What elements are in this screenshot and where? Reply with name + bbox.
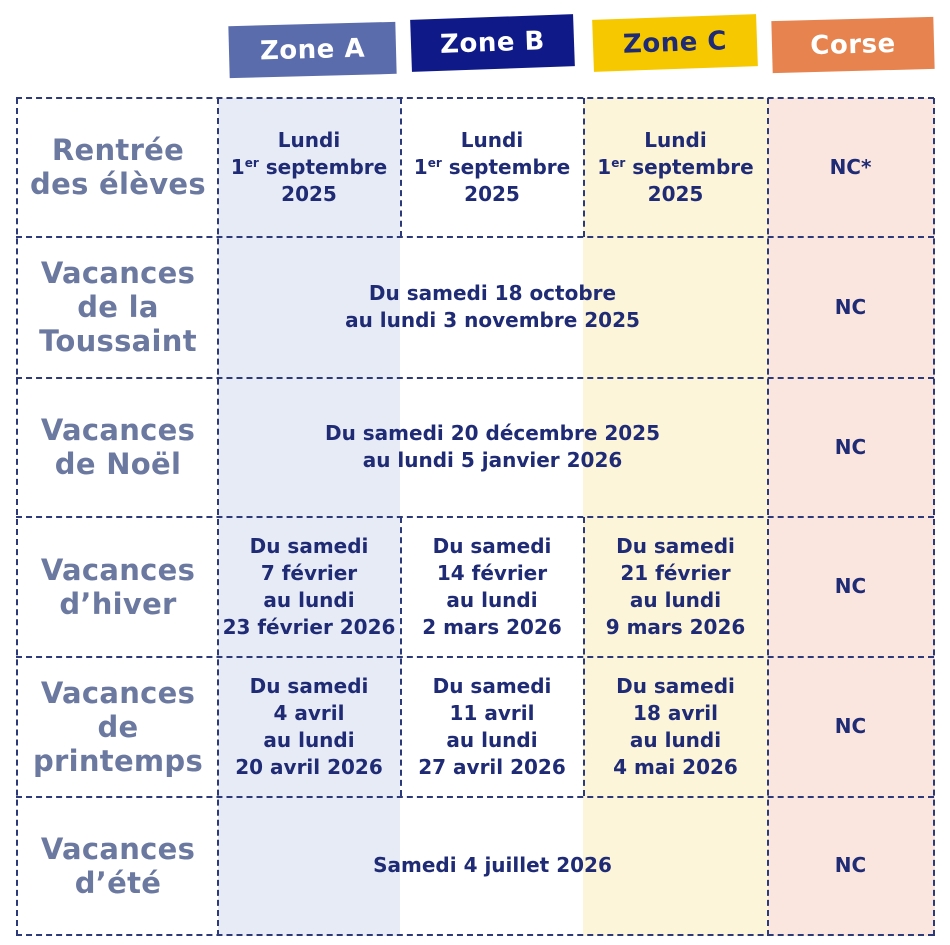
grid-line [933, 98, 935, 936]
noel-all-zones-cell: Du samedi 20 décembre 2025 au lundi 5 janvier 2026 [324, 421, 661, 472]
row-label-ete: Vacances d’été [40, 831, 196, 900]
hiver-corse-cell: NC [834, 574, 867, 598]
rentree-zone-a-cell: Lundi 1er septembre 2025 [230, 127, 388, 206]
row-label-printemps: Vacances de printemps [32, 675, 204, 778]
hiver-zone-b-cell: Du samedi 14 février au lundi 2 mars 2026 [422, 533, 562, 639]
ete-corse-cell: NC [834, 853, 867, 877]
header-zone-b: Zone B [410, 14, 575, 72]
grid-line [16, 934, 934, 936]
ete-all-zones-cell: Samedi 4 juillet 2026 [373, 853, 612, 877]
hiver-zone-c-cell: Du samedi 21 février au lundi 9 mars 2026 [605, 533, 746, 639]
rentree-zone-c-cell: Lundi 1er septembre 2025 [597, 127, 754, 206]
row-label-toussaint: Vacances de la Toussaint [39, 256, 197, 358]
row-label-rentree: Rentrée des élèves [30, 133, 206, 201]
toussaint-all-zones-cell: Du samedi 18 octobre au lundi 3 novembre 2025 [345, 281, 640, 332]
printemps-zone-b-cell: Du samedi 11 avril au lundi 27 avril 2026 [418, 673, 566, 779]
rentree-zone-b-cell: Lundi 1er septembre 2025 [413, 127, 571, 206]
rentree-corse-cell: NC* [829, 154, 872, 179]
row-label-hiver: Vacances d’hiver [40, 552, 196, 621]
printemps-zone-a-cell: Du samedi 4 avril au lundi 20 avril 2026 [235, 673, 383, 779]
noel-corse-cell: NC [834, 434, 867, 459]
printemps-zone-c-cell: Du samedi 18 avril au lundi 4 mai 2026 [613, 673, 738, 779]
header-zone-a: Zone A [228, 22, 396, 78]
header-zone-c: Zone C [592, 14, 758, 72]
header-corse: Corse [771, 17, 934, 73]
hiver-zone-a-cell: Du samedi 7 février au lundi 23 février 2026 [222, 533, 396, 639]
toussaint-corse-cell: NC [834, 294, 867, 319]
row-label-noel: Vacances de Noël [40, 413, 196, 481]
printemps-corse-cell: NC [834, 714, 867, 738]
